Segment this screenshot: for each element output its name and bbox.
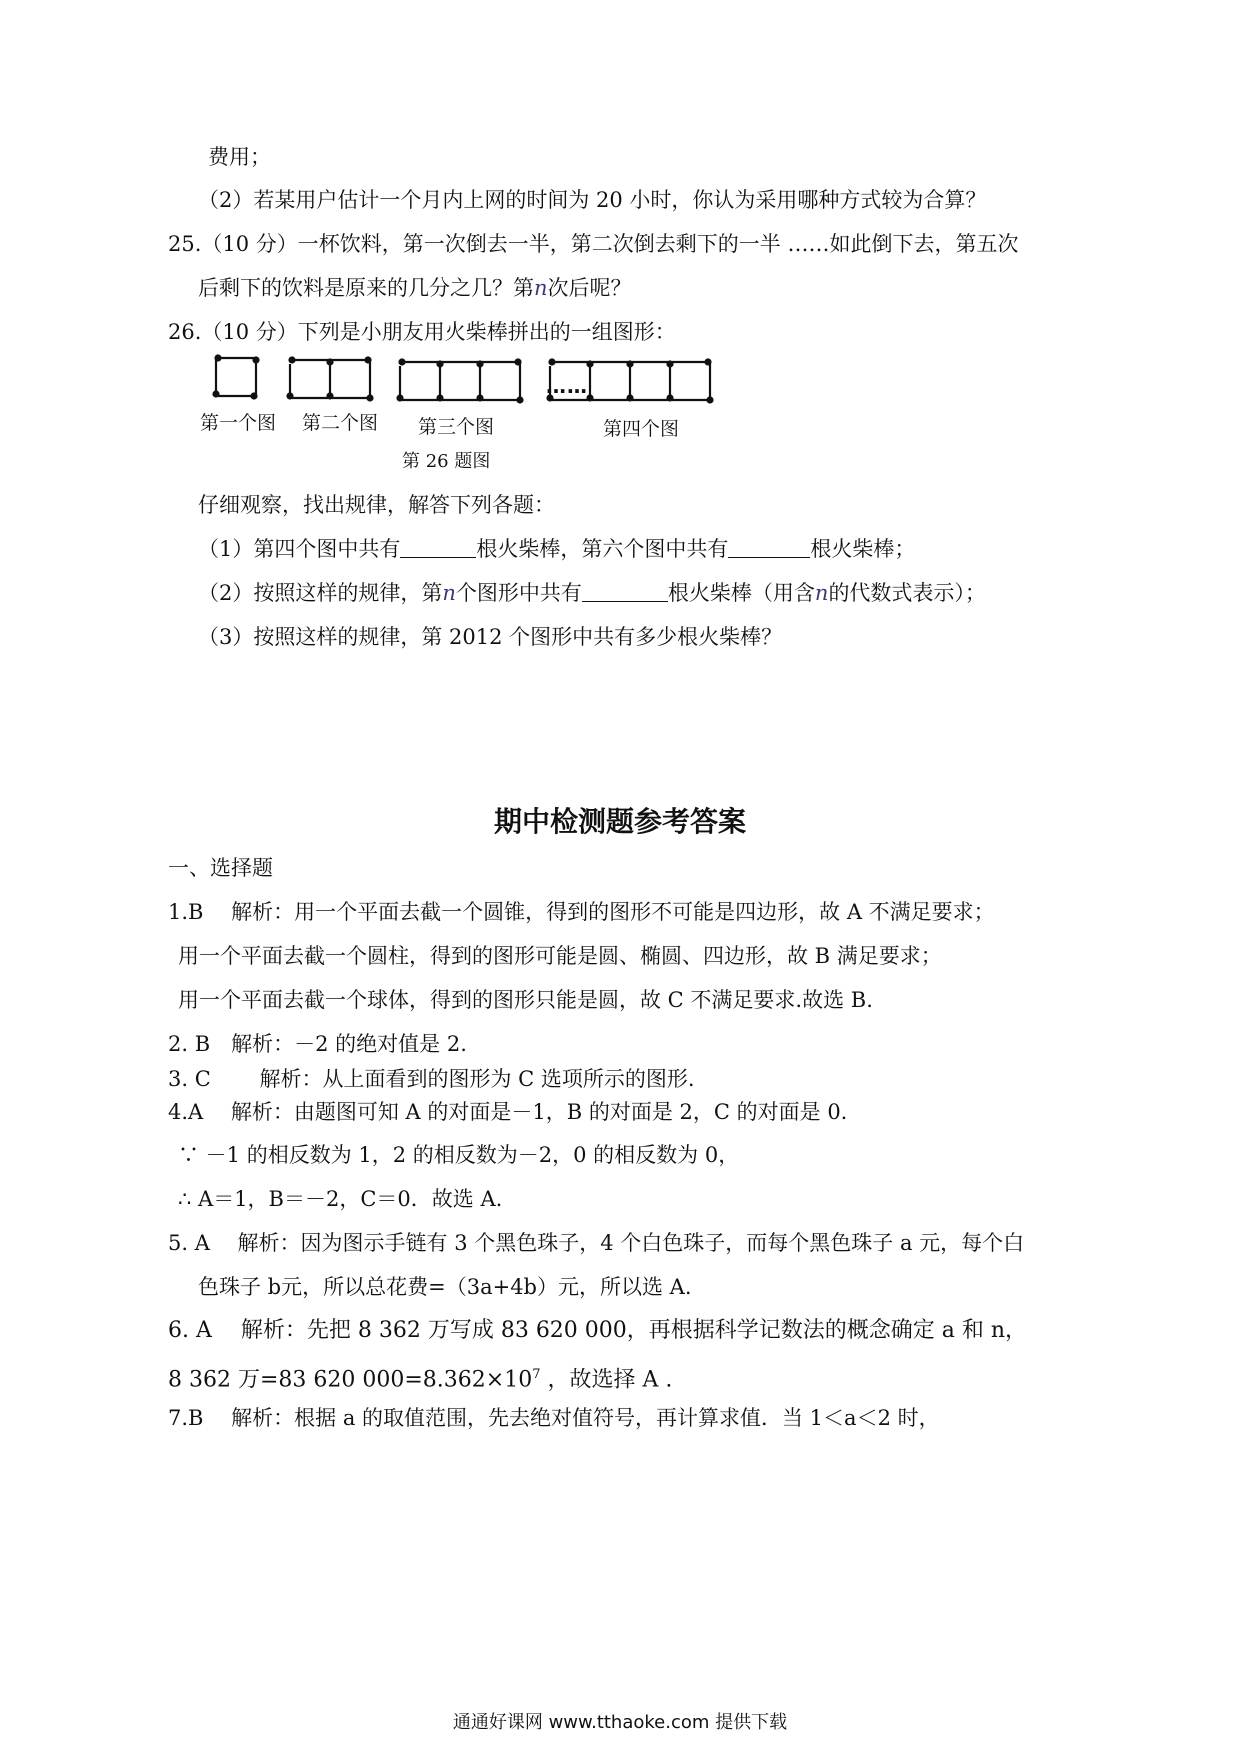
figure-caption: 第 26 题图 (402, 451, 491, 472)
figure-label-1: 第一个图 (200, 412, 277, 434)
answer-blank-1[interactable] (400, 535, 476, 558)
answer-1-line1: 1.B 解析：用一个平面去截一个圆锥，得到的图形不可能是四边形，故 A 不满足要求； (168, 900, 995, 924)
q26-part2: （2）按照这样的规律，第n个图形中共有 根火柴棒（用含n的代数式表示）； (198, 581, 986, 605)
answer-5-line1: 5. A 解析：因为图示手链有 3 个黑色珠子，4 个白色珠子，而每个黑色珠子 a 元，每个白 (168, 1231, 1025, 1255)
answer-4-line2: ∵ －1 的相反数为 1，2 的相反数为－2，0 的相反数为 0， (178, 1143, 740, 1167)
answer-3: 3. C 解析：从上面看到的图形为 C 选项所示的图形. (168, 1067, 695, 1091)
q24-part2: （2）若某用户估计一个月内上网的时间为 20 小时，你认为采用哪种方式较为合算？ (198, 188, 987, 212)
answer-4-line3: ∴ A＝1，B＝－2，C＝0．故选 A. (178, 1187, 503, 1211)
answer-1-line2: 用一个平面去截一个圆柱，得到的图形可能是圆、椭圆、四边形，故 B 满足要求； (178, 944, 942, 968)
answer-1-line3: 用一个平面去截一个球体，得到的图形只能是圆，故 C 不满足要求.故选 B. (178, 988, 873, 1012)
q26-part1: （1）第四个图中共有 根火柴棒，第六个图中共有 根火柴棒； (198, 537, 916, 561)
matchstick-figure (200, 352, 800, 412)
section-heading: 一、选择题 (168, 856, 273, 880)
figure-3 (398, 360, 523, 403)
answer-4-line1: 4.A 解析：由题图可知 A 的对面是－1，B 的对面是 2，C 的对面是 0. (168, 1100, 848, 1124)
answer-7: 7.B 解析：根据 a 的取值范围，先去绝对值符号，再计算求值．当 1＜a＜2 时， (168, 1406, 940, 1430)
figure-label-2: 第二个图 (302, 412, 379, 434)
q25-line2: 后剩下的饮料是原来的几分之几？第n次后呢？ (198, 276, 632, 300)
answer-6-line2: 8 362 万=83 620 $000=8.362\times 10^7$ ，故选择 A . (168, 1367, 673, 1393)
figure-2 (288, 358, 373, 401)
figure-label-4: 第四个图 (603, 418, 680, 440)
answer-blank-3[interactable] (582, 579, 668, 602)
var-n: n (534, 276, 548, 300)
figure-label-3: 第三个图 (418, 416, 495, 438)
answer-6-line1: 6. A 解析：先把 8 362 万写成 83 620 000，再根据科学记数法的概念确定 a 和 n， (168, 1318, 1028, 1343)
q24-continuation: 费用； (208, 145, 271, 169)
q26-instruction: 仔细观察，找出规律，解答下列各题： (198, 493, 555, 517)
q26-part3: （3）按照这样的规律，第 2012 个图形中共有多少根火柴棒？ (198, 625, 783, 649)
page-footer: 通通好课网 www.tthaoke.com 提供下载 (452, 1712, 788, 1733)
q25-line1: 25.（10 分）一杯饮料，第一次倒去一半，第二次倒去剩下的一半 ……如此倒下去，第五次 (168, 232, 1019, 256)
answer-2: 2. B 解析：－2 的绝对值是 2. (168, 1032, 467, 1056)
figure-1 (214, 356, 259, 399)
q26-line1: 26.（10 分）下列是小朋友用火柴棒拼出的一组图形： (168, 320, 676, 344)
figure-ellipsis: …… (546, 374, 588, 398)
answers-title: 期中检测题参考答案 (493, 805, 746, 838)
answer-blank-2[interactable] (728, 535, 810, 558)
answer-5-line2: 色珠子 b元，所以总花费=（3a+4b）元，所以选 A. (198, 1275, 692, 1299)
